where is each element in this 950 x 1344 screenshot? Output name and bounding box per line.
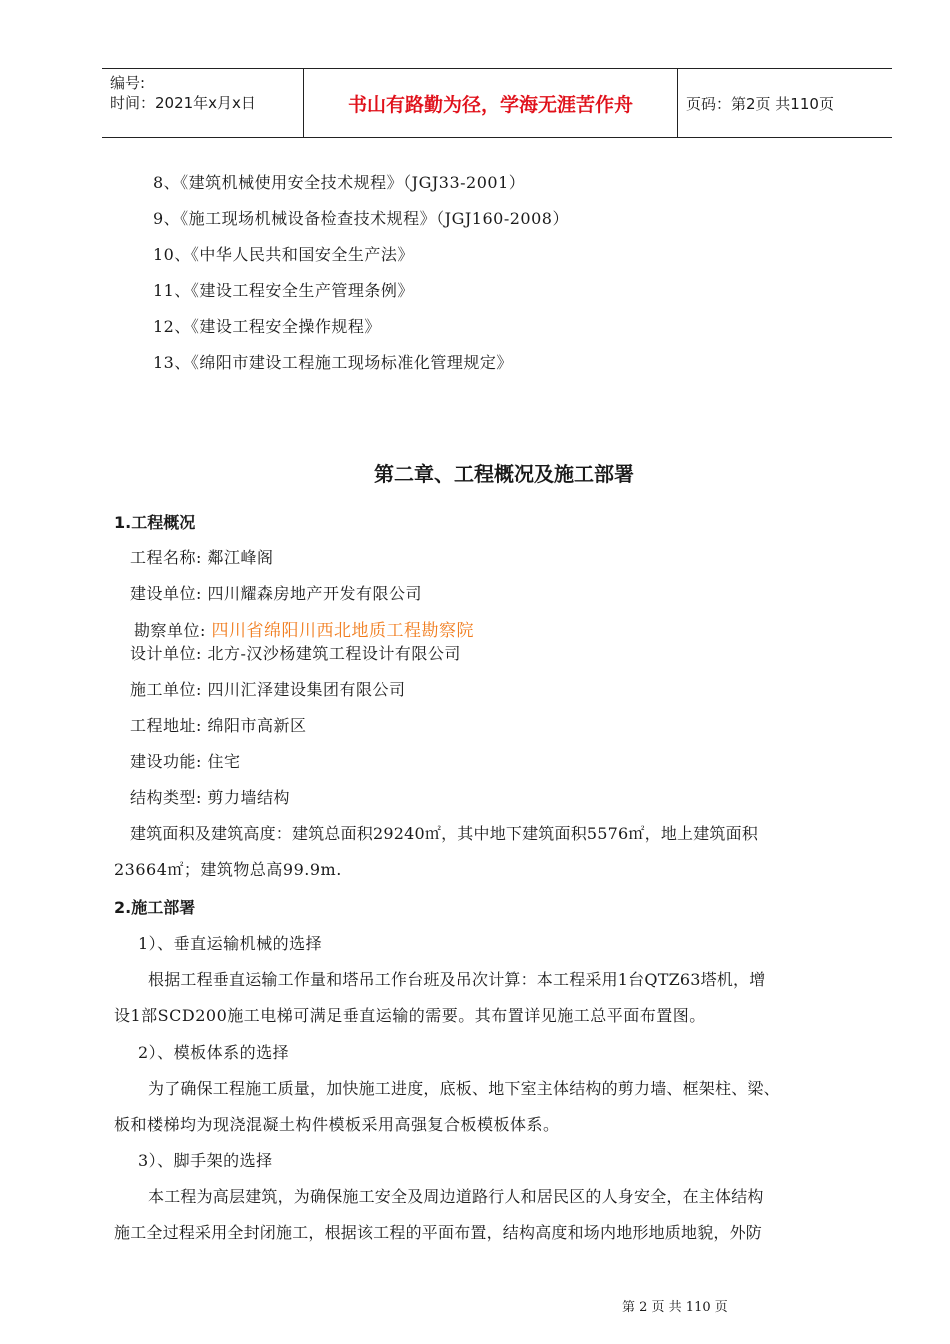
header-meta bbox=[102, 69, 304, 137]
info-label: 施工单位: bbox=[130, 680, 202, 699]
info-value: 鄰江峰阁 bbox=[207, 548, 274, 567]
page-footer: 第 2 页 共 110 页 bbox=[622, 1300, 728, 1315]
subsection-title: 2）、模板体系的选择 bbox=[138, 1043, 290, 1062]
area-line: 23664㎡；建筑物总高99.9m. bbox=[114, 860, 342, 879]
info-value: 住宅 bbox=[207, 752, 241, 771]
info-row bbox=[130, 581, 422, 604]
info-value: 北方-汉沙杨建筑工程设计有限公司 bbox=[207, 644, 461, 663]
header-motto: 书山有路勤为径，学海无涯苦作舟 bbox=[304, 69, 678, 137]
info-row bbox=[130, 641, 461, 664]
section-title: 1.工程概况 bbox=[114, 513, 196, 532]
info-row bbox=[130, 677, 406, 700]
info-row bbox=[134, 616, 474, 641]
info-row bbox=[130, 545, 274, 568]
paragraph-line: 施工全过程采用全封闭施工，根据该工程的平面布置，结构高度和场内地形地质地貌，外防 bbox=[114, 1223, 763, 1242]
chapter-title: 第二章、工程概况及施工部署 bbox=[374, 462, 634, 486]
info-value: 绵阳市高新区 bbox=[207, 716, 307, 735]
reference-item: 13、《绵阳市建设工程施工现场标准化管理规定》 bbox=[153, 353, 513, 372]
paragraph-line: 本工程为高层建筑，为确保施工安全及周边道路行人和居民区的人身安全，在主体结构 bbox=[148, 1187, 764, 1206]
reference-item: 9、《施工现场机械设备检查技术规程》（JGJ160-2008） bbox=[153, 209, 569, 228]
info-value: 四川耀森房地产开发有限公司 bbox=[207, 584, 423, 603]
reference-item: 12、《建设工程安全操作规程》 bbox=[153, 317, 381, 336]
section-title: 2.施工部署 bbox=[114, 898, 196, 917]
document-date: 时间：2021年x月x日 bbox=[110, 94, 256, 112]
area-line: 建筑面积及建筑高度：建筑总面积29240㎡，其中地下建筑面积5576㎡，地上建筑面积 bbox=[130, 824, 759, 843]
info-label: 设计单位: bbox=[130, 644, 202, 663]
info-label: 建设功能: bbox=[130, 752, 202, 771]
info-value-highlighted: 四川省绵阳川西北地质工程勘察院 bbox=[211, 621, 474, 641]
info-value: 剪力墙结构 bbox=[207, 788, 291, 807]
info-label: 工程名称: bbox=[130, 548, 202, 567]
reference-item: 8、《建筑机械使用安全技术规程》（JGJ33-2001） bbox=[153, 173, 526, 192]
reference-item: 11、《建设工程安全生产管理条例》 bbox=[153, 281, 414, 300]
subsection-title: 3）、脚手架的选择 bbox=[138, 1151, 273, 1170]
header-page-info: 页码：第2页 共110页 bbox=[686, 94, 834, 113]
info-row bbox=[130, 749, 241, 772]
info-label: 结构类型: bbox=[130, 788, 202, 807]
info-label: 工程地址: bbox=[130, 716, 202, 735]
document-header bbox=[102, 68, 892, 138]
info-row bbox=[130, 785, 290, 808]
info-value: 四川汇泽建设集团有限公司 bbox=[207, 680, 406, 699]
info-label: 建设单位: bbox=[130, 584, 202, 603]
paragraph-line: 根据工程垂直运输工作量和塔吊工作台班及吊次计算：本工程采用1台QTZ63塔机，增 bbox=[148, 970, 766, 989]
paragraph-line: 为了确保工程施工质量，加快施工进度，底板、地下室主体结构的剪力墙、框架柱、梁、 bbox=[148, 1079, 780, 1098]
subsection-title: 1）、垂直运输机械的选择 bbox=[138, 934, 323, 953]
paragraph-line: 设1部SCD200施工电梯可满足垂直运输的需要。其布置详见施工总平面布置图。 bbox=[114, 1006, 706, 1025]
info-row bbox=[130, 713, 307, 736]
info-label: 勘察单位: bbox=[134, 621, 206, 640]
reference-item: 10、《中华人民共和国安全生产法》 bbox=[153, 245, 414, 264]
paragraph-line: 板和楼梯均为现浇混凝土构件模板采用高强复合板模板体系。 bbox=[114, 1115, 560, 1134]
document-number: 编号: bbox=[110, 74, 146, 92]
